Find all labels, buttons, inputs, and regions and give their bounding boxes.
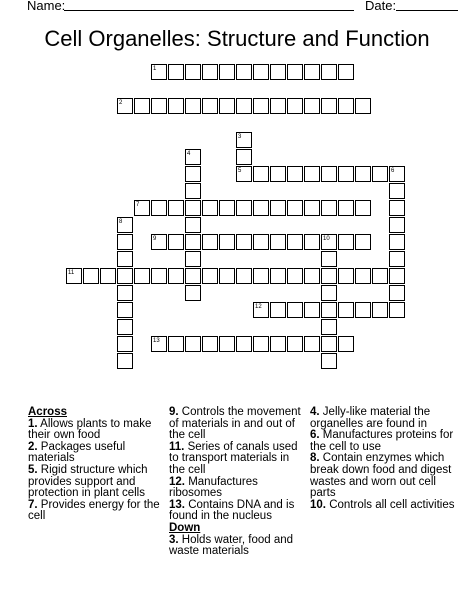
grid-cell[interactable]: [117, 251, 133, 267]
clue-number-label: 10: [323, 236, 330, 242]
grid-cell[interactable]: [202, 234, 218, 250]
grid-cell[interactable]: [321, 268, 337, 284]
grid-cell[interactable]: [168, 200, 184, 216]
clue-number-label: 4: [187, 151, 191, 157]
page-title: Cell Organelles: Structure and Function: [44, 26, 430, 51]
grid-cell[interactable]: [270, 64, 286, 80]
grid-cell[interactable]: [338, 268, 354, 284]
clue-number-label: 11: [68, 270, 75, 276]
grid-cell[interactable]: [202, 336, 218, 352]
clue-number-label: 2: [119, 100, 123, 106]
clue-across-11: [169, 442, 303, 477]
grid-cell[interactable]: [185, 285, 201, 301]
grid-cell[interactable]: [185, 200, 201, 216]
grid-cell[interactable]: [253, 268, 269, 284]
clue-number: 13.: [169, 498, 185, 511]
clue-text: Holds water, food and waste materials: [169, 533, 294, 558]
name-label: Name:: [27, 0, 66, 13]
grid-cell[interactable]: [185, 234, 201, 250]
clue-number: 1.: [28, 417, 38, 430]
clue-down-10: [310, 500, 455, 512]
grid-cell[interactable]: [287, 336, 303, 352]
grid-cell[interactable]: [304, 64, 320, 80]
grid-cell[interactable]: [321, 353, 337, 369]
grid-cell[interactable]: [338, 64, 354, 80]
grid-cell[interactable]: [389, 285, 405, 301]
clue-number: 8.: [310, 452, 320, 465]
date-label: Date:: [365, 0, 397, 13]
down-heading: Down: [169, 521, 201, 534]
grid-cell[interactable]: [202, 200, 218, 216]
clue-number: 3.: [169, 533, 179, 546]
grid-cell[interactable]: [117, 234, 133, 250]
grid-cell[interactable]: [236, 149, 252, 165]
grid-cell[interactable]: [117, 302, 133, 318]
grid-cell[interactable]: [304, 98, 320, 114]
grid-cell[interactable]: [304, 166, 320, 182]
grid-cell[interactable]: [304, 336, 320, 352]
clue-text: Jelly-like material the organelles are found in: [310, 406, 431, 430]
grid-cell[interactable]: [219, 268, 235, 284]
clue-text: Manufactures ribosomes: [169, 475, 258, 500]
clue-number-label: 6: [391, 168, 395, 174]
grid-cell[interactable]: [202, 268, 218, 284]
clue-number: 12.: [169, 475, 185, 488]
grid-cell[interactable]: [253, 200, 269, 216]
clues-column-1: [28, 407, 163, 523]
clue-number: 2.: [28, 440, 38, 453]
grid-cell[interactable]: [185, 251, 201, 267]
clue-number-label: 3: [238, 134, 242, 140]
grid-cell[interactable]: [355, 98, 371, 114]
grid-cell[interactable]: [389, 166, 405, 182]
clue-text: Provides energy for the cell: [28, 498, 160, 523]
grid-cell[interactable]: [372, 302, 388, 318]
grid-cell[interactable]: [270, 166, 286, 182]
grid-cell[interactable]: [168, 336, 184, 352]
grid-cell[interactable]: [185, 268, 201, 284]
grid-cell[interactable]: [355, 302, 371, 318]
grid-cell[interactable]: [287, 98, 303, 114]
grid-cell[interactable]: [321, 302, 337, 318]
grid-cell[interactable]: [168, 234, 184, 250]
grid-cell[interactable]: [117, 285, 133, 301]
grid-cell[interactable]: [219, 98, 235, 114]
clue-text: Controls all cell activities: [329, 498, 455, 511]
grid-cell[interactable]: [185, 166, 201, 182]
grid-cell[interactable]: [253, 64, 269, 80]
grid-cell[interactable]: [219, 64, 235, 80]
clue-number-label: 12: [255, 304, 262, 310]
grid-cell[interactable]: [83, 268, 99, 284]
grid-cell[interactable]: [253, 166, 269, 182]
grid-cell[interactable]: [304, 302, 320, 318]
grid-cell[interactable]: [219, 200, 235, 216]
grid-cell[interactable]: [117, 268, 133, 284]
grid-cell[interactable]: [270, 336, 286, 352]
grid-cell[interactable]: [338, 98, 354, 114]
clue-across-9: [169, 407, 303, 442]
clue-across-13: [169, 500, 303, 523]
grid-cell[interactable]: [270, 200, 286, 216]
grid-cell[interactable]: [151, 64, 167, 80]
grid-cell[interactable]: [202, 64, 218, 80]
grid-cell[interactable]: [236, 234, 252, 250]
across-heading: Across: [28, 406, 67, 418]
grid-cell[interactable]: [389, 234, 405, 250]
grid-cell[interactable]: [151, 200, 167, 216]
clue-number: 5.: [28, 463, 38, 476]
clue-across-1: [28, 419, 163, 442]
grid-cell[interactable]: [355, 166, 371, 182]
grid-cell[interactable]: [355, 268, 371, 284]
clue-number-label: 13: [153, 338, 160, 344]
grid-cell[interactable]: [304, 200, 320, 216]
grid-cell[interactable]: [134, 200, 150, 216]
grid-cell[interactable]: [219, 234, 235, 250]
grid-cell[interactable]: [321, 64, 337, 80]
clue-down-3: [169, 535, 303, 558]
grid-cell[interactable]: [389, 183, 405, 199]
grid-cell[interactable]: [321, 285, 337, 301]
grid-cell[interactable]: [321, 98, 337, 114]
grid-cell[interactable]: [321, 200, 337, 216]
grid-cell[interactable]: [389, 251, 405, 267]
grid-cell[interactable]: [270, 268, 286, 284]
clue-text: Controls the movement of materials in and out of the cell: [169, 406, 301, 442]
grid-cell[interactable]: [168, 98, 184, 114]
clue-across-5: [28, 465, 163, 500]
grid-cell[interactable]: [134, 98, 150, 114]
grid-cell[interactable]: [185, 98, 201, 114]
grid-cell[interactable]: [151, 234, 167, 250]
grid-cell[interactable]: [185, 336, 201, 352]
grid-cell[interactable]: [304, 268, 320, 284]
clue-number-label: 9: [153, 236, 157, 242]
grid-cell[interactable]: [134, 268, 150, 284]
grid-cell[interactable]: [236, 268, 252, 284]
grid-cell[interactable]: [117, 319, 133, 335]
grid-cell[interactable]: [236, 166, 252, 182]
grid-cell[interactable]: [168, 268, 184, 284]
clue-text: Rigid structure which provides support and protection in plant cells: [28, 463, 148, 500]
grid-cell[interactable]: [117, 217, 133, 233]
clue-text: Allows plants to make their own food: [28, 417, 152, 442]
grid-cell[interactable]: [287, 166, 303, 182]
grid-cell[interactable]: [338, 200, 354, 216]
grid-cell[interactable]: [253, 336, 269, 352]
grid-cell[interactable]: [151, 336, 167, 352]
grid-cell[interactable]: [236, 98, 252, 114]
clue-number: 4.: [310, 406, 320, 418]
clue-down-8: [310, 453, 455, 499]
grid-cell[interactable]: [355, 200, 371, 216]
grid-cell[interactable]: [270, 98, 286, 114]
clue-number-label: 1: [153, 66, 157, 72]
clue-down-6: [310, 430, 455, 453]
grid-cell[interactable]: [185, 149, 201, 165]
clues-column-3: [310, 407, 455, 511]
clue-number-label: 8: [119, 219, 123, 225]
grid-cell[interactable]: [321, 319, 337, 335]
grid-cell[interactable]: [389, 302, 405, 318]
clue-across-2: [28, 442, 163, 465]
grid-cell[interactable]: [287, 302, 303, 318]
grid-cell[interactable]: [389, 217, 405, 233]
grid-cell[interactable]: [287, 268, 303, 284]
grid-cell[interactable]: [321, 251, 337, 267]
grid-cell[interactable]: [185, 64, 201, 80]
grid-cell[interactable]: [389, 200, 405, 216]
grid-cell[interactable]: [321, 166, 337, 182]
grid-cell[interactable]: [287, 200, 303, 216]
grid-cell[interactable]: [151, 268, 167, 284]
grid-cell[interactable]: [287, 234, 303, 250]
grid-cell[interactable]: [117, 353, 133, 369]
clue-number: 11.: [169, 440, 185, 453]
clue-text: Manufactures proteins for the cell to use: [310, 429, 454, 453]
grid-cell[interactable]: [151, 98, 167, 114]
grid-cell[interactable]: [338, 302, 354, 318]
grid-cell[interactable]: [287, 64, 303, 80]
clue-text: Series of canals used to transport materials in the cell: [169, 440, 298, 476]
grid-cell[interactable]: [236, 132, 252, 148]
grid-cell[interactable]: [236, 336, 252, 352]
grid-cell[interactable]: [100, 268, 116, 284]
grid-cell[interactable]: [355, 234, 371, 250]
grid-cell[interactable]: [185, 183, 201, 199]
grid-cell[interactable]: [253, 98, 269, 114]
clue-text: Packages useful materials: [28, 440, 126, 465]
grid-cell[interactable]: [321, 234, 337, 250]
grid-cell[interactable]: [202, 98, 218, 114]
clue-number: 9.: [169, 406, 179, 418]
grid-cell[interactable]: [66, 268, 82, 284]
grid-cell[interactable]: [338, 336, 354, 352]
grid-cell[interactable]: [270, 302, 286, 318]
grid-cell[interactable]: [236, 200, 252, 216]
clue-across-7: [28, 500, 163, 523]
clue-text: Contains DNA and is found in the nucleus: [169, 498, 295, 523]
clues-column-2: [169, 407, 303, 558]
clue-number: 10.: [310, 498, 326, 511]
grid-cell[interactable]: [219, 336, 235, 352]
clue-number: 6.: [310, 429, 320, 442]
grid-cell[interactable]: [168, 64, 184, 80]
clue-across-12: [169, 477, 303, 500]
clue-number: 7.: [28, 498, 38, 511]
grid-cell[interactable]: [236, 64, 252, 80]
grid-cell[interactable]: [372, 166, 388, 182]
grid-cell[interactable]: [117, 98, 133, 114]
grid-cell[interactable]: [338, 234, 354, 250]
grid-cell[interactable]: [253, 234, 269, 250]
grid-cell[interactable]: [270, 234, 286, 250]
grid-cell[interactable]: [253, 302, 269, 318]
clue-down-4: [310, 407, 455, 430]
grid-cell[interactable]: [185, 217, 201, 233]
clue-number-label: 7: [136, 202, 140, 208]
grid-cell[interactable]: [321, 336, 337, 352]
grid-cell[interactable]: [389, 268, 405, 284]
grid-cell[interactable]: [372, 268, 388, 284]
grid-cell[interactable]: [304, 234, 320, 250]
clue-text: Contain enzymes which break down food and digest wastes and worn out cell parts: [310, 452, 452, 500]
grid-cell[interactable]: [338, 166, 354, 182]
grid-cell[interactable]: [117, 336, 133, 352]
clue-number-label: 5: [238, 168, 242, 174]
